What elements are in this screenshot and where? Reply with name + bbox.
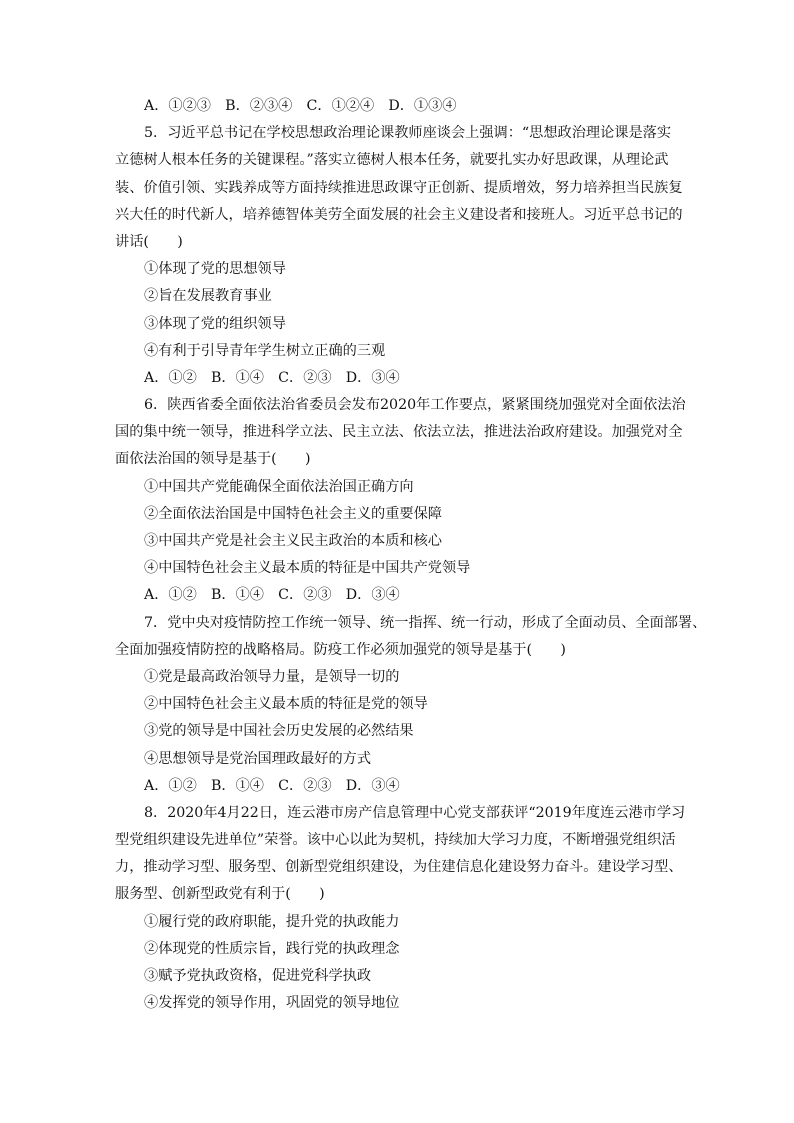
q5-answer-choices: A．①② B．①④ C．②③ D．③④ bbox=[144, 369, 400, 386]
q6-answer-choices: A．①② B．①④ C．②③ D．③④ bbox=[144, 587, 400, 604]
q7-option-1: ①党是最高政治领导力量，是领导一切的 bbox=[144, 668, 400, 685]
q7-option-3: ③党的领导是中国社会历史发展的必然结果 bbox=[144, 723, 414, 740]
q6-option-4: ④中国特色社会主义最本质的特征是中国共产党领导 bbox=[144, 560, 471, 577]
q8-stem-line: 服务型、创新型政党有利于( ) bbox=[115, 886, 325, 903]
q7-stem-line: 7．党中央对疫情防控工作统一领导、统一指挥、统一行动，形成了全面动员、全面部署、 bbox=[144, 614, 707, 631]
q6-stem-line: 面依法治国的领导是基于( ) bbox=[115, 451, 311, 468]
q8-stem-line: 力，推动学习型、服务型、创新型党组织建设，为住建信息化建设努力奋斗。建设学习型、 bbox=[115, 859, 683, 876]
q8-stem-line: 8．2020年4月22日，连云港市房产信息管理中心党支部获评“2019年度连云港市学习 bbox=[144, 804, 686, 821]
q6-option-2: ②全面依法治国是中国特色社会主义的重要保障 bbox=[144, 505, 442, 522]
q7-stem bbox=[115, 610, 707, 664]
q4-answer-choices: A．①②③ B．②③④ C．①②④ D．①③④ bbox=[144, 98, 457, 114]
q7-option-2: ②中国特色社会主义最本质的特征是党的领导 bbox=[144, 696, 428, 713]
q7-answer-choices: A．①② B．①④ C．②③ D．③④ bbox=[144, 777, 400, 794]
q7-option-4: ④思想领导是党治国理政最好的方式 bbox=[144, 750, 372, 767]
q8-option-4: ④发挥党的领导作用，巩固党的领导地位 bbox=[144, 995, 400, 1012]
question-7 bbox=[115, 610, 707, 800]
q5-stem-line: 立德树人根本任务的关键课程。”落实立德树人根本任务，就要扎实办好思政课，从理论武 bbox=[115, 152, 669, 169]
q5-stem-line: 讲话( ) bbox=[115, 233, 183, 250]
q5-stem-line: 装、价值引领、实践养成等方面持续推进思政课守正创新、提质增效，努力培养担当民族复 bbox=[115, 179, 683, 196]
q6-stem-line: 6．陕西省委全面依法治省委员会发布2020年工作要点，紧紧围绕加强党对全面依法治 bbox=[144, 397, 686, 414]
q5-option-1: ①体现了党的思想领导 bbox=[144, 261, 286, 278]
q5-stem-line: 兴大任的时代新人，培养德智体美劳全面发展的社会主义建设者和接班人。习近平总书记的 bbox=[115, 206, 683, 223]
question-6 bbox=[115, 392, 685, 610]
q8-option-2: ②体现党的性质宗旨，践行党的执政理念 bbox=[144, 940, 400, 957]
q5-option-2: ②旨在发展教育事业 bbox=[144, 288, 272, 305]
q5-option-4: ④有利于引导青年学生树立正确的三观 bbox=[144, 342, 386, 359]
question-8 bbox=[115, 800, 685, 1018]
q6-option-3: ③中国共产党是社会主义民主政治的本质和核心 bbox=[144, 533, 442, 549]
q7-stem-line: 全面加强疫情防控的战略格局。防疫工作必须加强党的领导是基于( ) bbox=[115, 641, 566, 658]
question-5 bbox=[115, 120, 685, 392]
q8-option-1: ①履行党的政府职能，提升党的执政能力 bbox=[144, 913, 400, 930]
q5-stem-line: 5．习近平总书记在学校思想政治理论课教师座谈会上强调：“思想政治理论课是落实 bbox=[144, 125, 672, 142]
q8-option-3: ③赋予党执政资格，促进党科学执政 bbox=[144, 968, 372, 984]
q6-stem bbox=[115, 392, 685, 474]
q5-stem bbox=[115, 120, 685, 256]
q8-stem-line: 型党组织建设先进单位”荣誉。该中心以此为契机，持续加大学习力度，不断增强党组织活 bbox=[115, 832, 676, 849]
q6-stem-line: 国的集中统一领导，推进科学立法、民主立法、依法立法，推进法治政府建设。加强党对全 bbox=[115, 424, 683, 441]
q8-stem bbox=[115, 800, 685, 909]
q6-option-1: ①中国共产党能确保全面依法治国正确方向 bbox=[144, 478, 414, 495]
q5-option-3: ③体现了党的组织领导 bbox=[144, 315, 286, 332]
exam-page bbox=[115, 93, 707, 1017]
